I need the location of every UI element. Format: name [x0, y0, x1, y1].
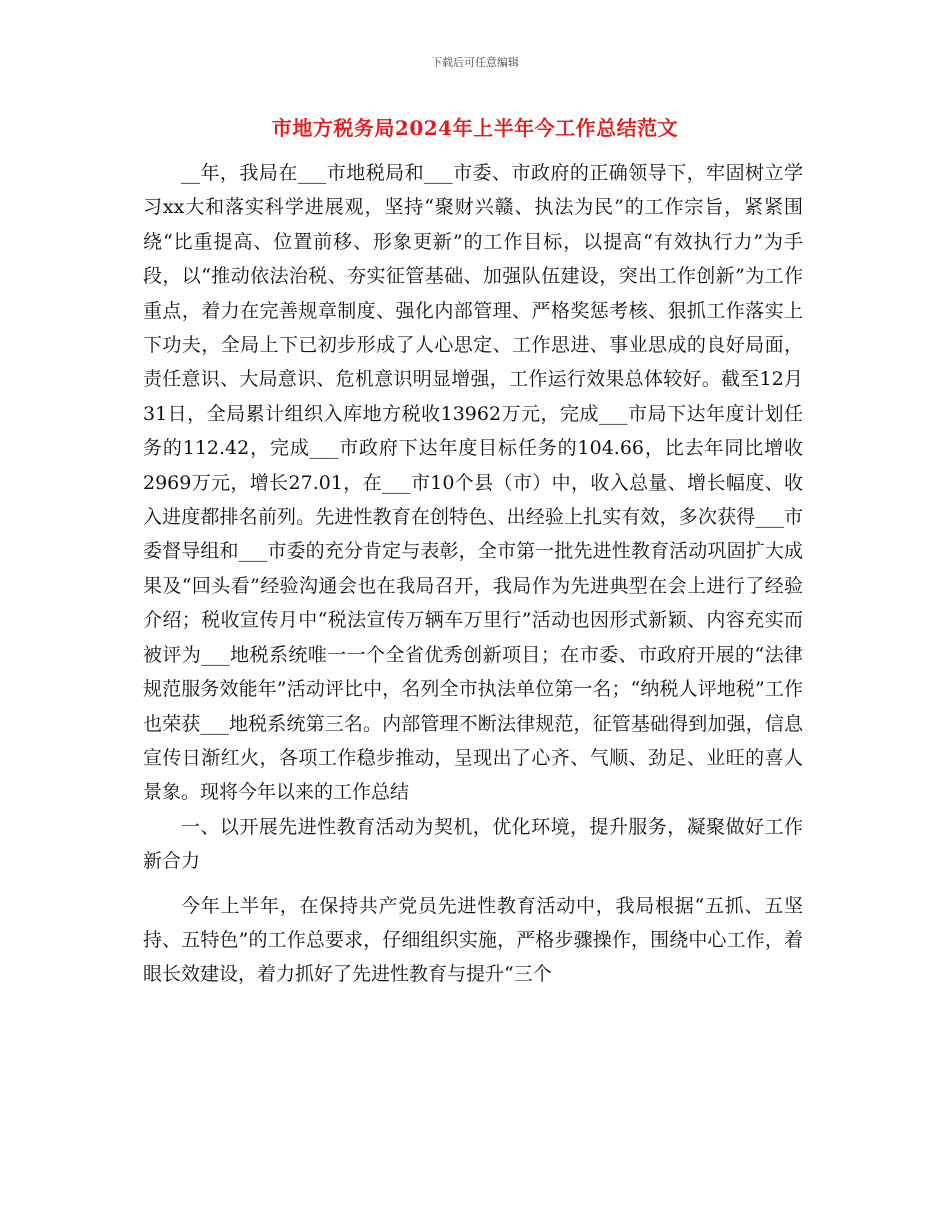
section-heading: 一、以开展先进性教育活动为契机，优化环境，提升服务，凝聚做好工作新合力	[143, 815, 803, 873]
document-body	[143, 156, 803, 992]
header-note: 下载后可任意编辑	[431, 56, 519, 69]
document-title: 市地方税务局2024年上半年今工作总结范文	[271, 116, 679, 140]
paragraph-section-one: 今年上半年，在保持共产党员先进性教育活动中，我局根据“五抓、五坚持、五特色”的工作总要求，仔细组织实施，严格步骤操作，围绕中心工作，着眼长效建设，着力抓好了先进性教育与提升“三个	[143, 894, 803, 986]
paragraph-intro: __年，我局在___市地税局和___市委、市政府的正确领导下，牢固树立学习xx大和落实科学进展观，坚持“聚财兴赣、执法为民”的工作宗旨，紧紧围绕“比重提高、位置前移、形象更新”的工作目标，以提高“有效执行力”为手段，以“推动依法治税、夯实征管基础、加强队伍建设，突出工作创新”为工作重点，着力在完善规章制度、强化内部管理、严格奖惩考核、狠抓工作落实上下功夫，全局上下已初步形成了人心思定、工作思进、事业思成的良好局面，责任意识、大局意识、危机意识明显增强，工作运行效果总体较好。截至12月31日，全局累计组织入库地方税收13962万元，完成___市局下达年度计划任务的112.42，完成___市政府下达年度目标任务的104.66，比去年同比增收2969万元，增长27.01，在___市10个县（市）中，收入总量、增长幅度、收入进度都排名前列。先进性教育在创特色、出经验上扎实有效，多次获得___市委督导组和___市委的充分肯定与表彰，全市第一批先进性教育活动巩固扩大成果及“回头看”经验沟通会也在我局召开，我局作为先进典型在会上进行了经验介绍；税收宣传月中“税法宣传万辆车万里行”活动也因形式新颖、内容充实而被评为___地税系统唯一一个全省优秀创新项目；在市委、市政府开展的“法律规范服务效能年”活动评比中，名列全市执法单位第一名；“纳税人评地税”工作也荣获___地税系统第三名。内部管理不断法律规范，征管基础得到加强，信息宣传日渐红火，各项工作稳步推动，呈现出了心齐、气顺、劲足、业旺的喜人景象。现将今年以来的工作总结	[143, 162, 803, 804]
